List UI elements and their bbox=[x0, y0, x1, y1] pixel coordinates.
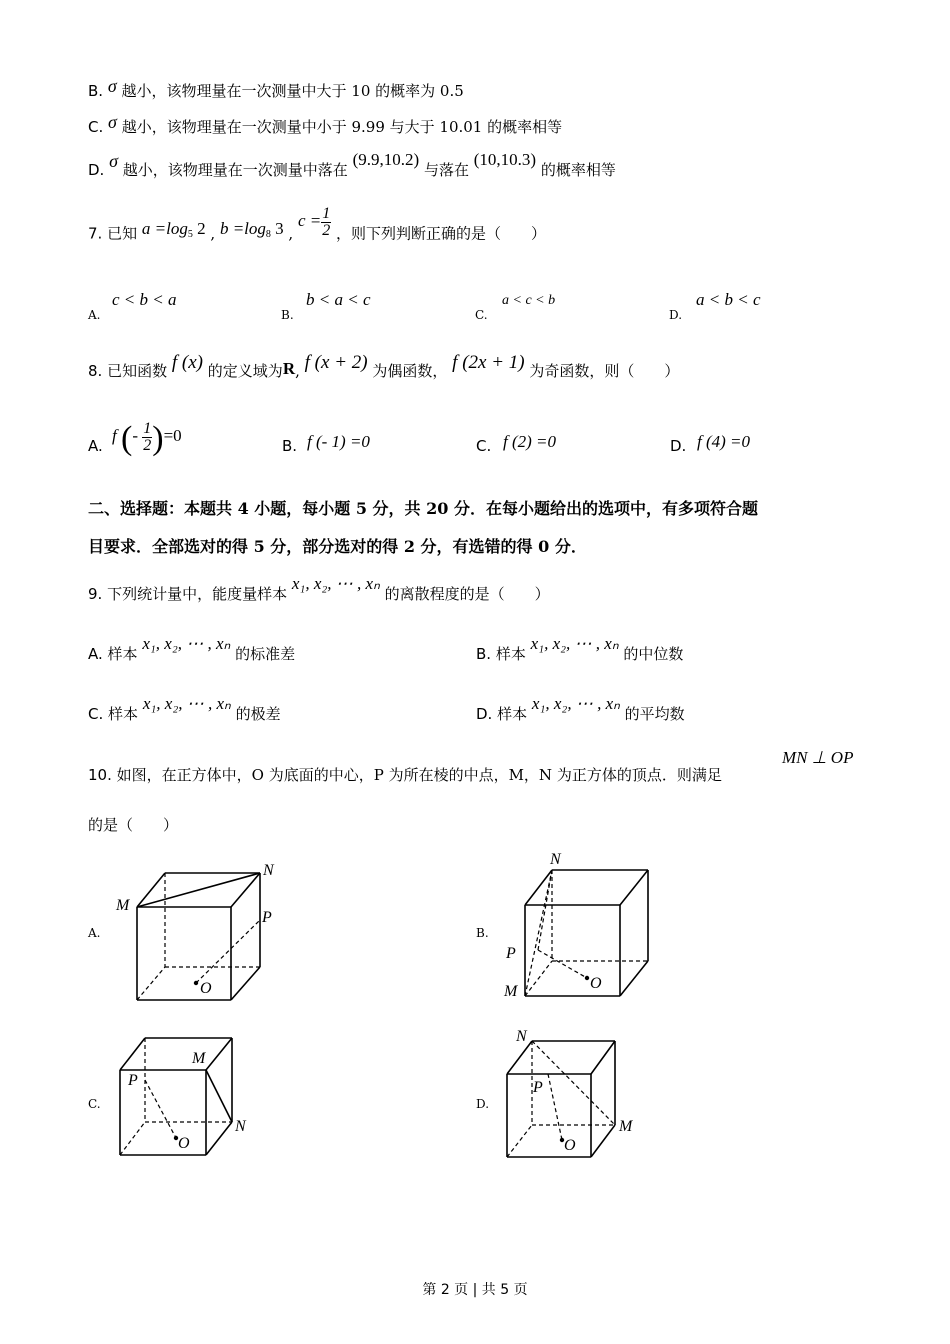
f-of-x: f (x) bbox=[171, 352, 204, 373]
option-post: 的标准差 bbox=[235, 645, 296, 663]
sigma-symbol: σ bbox=[107, 76, 117, 96]
q9-option-a bbox=[88, 634, 295, 664]
option-pre: 样本 bbox=[495, 645, 526, 663]
point-n-label: N bbox=[550, 851, 561, 868]
point-p-label: P bbox=[506, 945, 516, 962]
q8-mid1: 的定义域为 bbox=[207, 362, 283, 380]
q8-option-c-expr: f (2) =0 bbox=[503, 432, 557, 451]
point-p-label: P bbox=[128, 1072, 138, 1089]
b-expression bbox=[219, 219, 284, 241]
section-2-heading-line1: 二、选择题：本题共 4 小题，每小题 5 分，共 20 分．在每小题给出的选项中，有多项符合题 bbox=[88, 499, 758, 518]
real-numbers: R bbox=[282, 359, 296, 378]
figure-c-label: C. bbox=[88, 1097, 101, 1111]
q6-option-d bbox=[88, 150, 616, 180]
point-o-label: O bbox=[564, 1137, 576, 1154]
q10-text: 如图，在正方体中，O 为底面的中心，P 为所在棱的中点，M，N 为正方体的顶点．则满足 bbox=[116, 766, 722, 784]
option-label: B. bbox=[88, 82, 104, 100]
q8-mid2: 为偶函数， bbox=[372, 362, 448, 380]
q9-stem bbox=[88, 574, 550, 604]
q7-option-c-label: C. bbox=[475, 308, 488, 322]
option-label: D. bbox=[88, 161, 105, 179]
question-number: 9. bbox=[88, 585, 103, 603]
b-base: 8 bbox=[265, 229, 271, 241]
q8-post: 为奇函数，则（ ） bbox=[529, 362, 680, 380]
option-pre: 样本 bbox=[497, 705, 528, 723]
a-expression bbox=[141, 219, 206, 241]
cube-figure-d bbox=[498, 1025, 658, 1160]
cube-figure-c bbox=[110, 1030, 270, 1160]
q8-option-d-label: D. bbox=[670, 437, 687, 455]
q8-option-a-expr: f (- $\frac{1}{2}$ )=0 bbox=[112, 419, 182, 457]
sigma-symbol: σ bbox=[109, 151, 118, 171]
page-footer: 第 2 页 | 共 5 页 bbox=[422, 1282, 528, 1298]
option-text: 越小，该物理量在一次测量中小于 9.99 与大于 10.01 的概率相等 bbox=[121, 118, 563, 136]
point-m-label: M bbox=[504, 983, 518, 1000]
figure-d-label: D. bbox=[476, 1097, 490, 1111]
point-p-label: P bbox=[533, 1079, 543, 1096]
point-n-label: N bbox=[235, 1118, 246, 1135]
q7-option-d-label: D. bbox=[669, 308, 683, 322]
q9-pre: 下列统计量中，能度量样本 bbox=[107, 585, 288, 603]
point-o-label: O bbox=[200, 980, 212, 997]
q9-option-c bbox=[88, 694, 281, 724]
c-num: 1 bbox=[322, 205, 331, 222]
equals-zero: =0 bbox=[163, 426, 182, 445]
point-o-label: O bbox=[590, 975, 602, 992]
interval-1: (9.9,10.2) bbox=[352, 150, 420, 169]
perpendicular-condition: MN ⊥ OP bbox=[782, 748, 854, 767]
q9-option-d bbox=[476, 694, 685, 724]
q8-option-b-expr: f (- 1) =0 bbox=[307, 432, 370, 451]
f-2x-plus-1: f (2x + 1) bbox=[452, 352, 525, 373]
q9-option-b bbox=[476, 634, 683, 664]
sample-list: x₁, x₂, ⋯ , xₙ bbox=[531, 694, 620, 713]
q6-option-b bbox=[88, 76, 464, 101]
option-text-mid: 与落在 bbox=[423, 161, 469, 179]
q8-option-a-label: A. bbox=[88, 437, 103, 455]
point-o-label: O bbox=[178, 1135, 190, 1152]
cube-figure-a bbox=[110, 855, 290, 1005]
q8-stem: 8. 已知函数 f (x) 的定义域为R, f (x + 2) 为偶函数， f (2x + 1) 为奇函数，则（ ） bbox=[88, 352, 680, 380]
question-number: 8. bbox=[88, 362, 103, 380]
q7-option-a-expr: c < b < a bbox=[112, 290, 177, 309]
q10-stem bbox=[88, 764, 722, 785]
option-post: 的中位数 bbox=[623, 645, 684, 663]
f-x-plus-2: f (x + 2) bbox=[304, 352, 368, 373]
f-symbol: f bbox=[112, 426, 117, 445]
cube-figure-b bbox=[500, 848, 680, 1003]
frac-den: 2 bbox=[143, 436, 152, 454]
point-n-label: N bbox=[516, 1028, 527, 1045]
point-m-label: M bbox=[192, 1050, 206, 1067]
option-label: A. bbox=[88, 645, 103, 663]
q7-stem: 7. 已知 $a =\log_5$ 2 , $b =\log_8$ 3 , c = $\frac{1}{2}$ ，则下列判断正确的是（ ） bbox=[88, 205, 547, 243]
q7-option-b-expr: b < a < c bbox=[306, 290, 371, 309]
section-2-heading-line2: 目要求．全部选对的得 5 分，部分选对的得 2 分，有选错的得 0 分． bbox=[88, 537, 587, 556]
point-m-label: M bbox=[116, 897, 130, 914]
q7-option-c-expr: a < c < b bbox=[502, 293, 556, 308]
question-number: 7. bbox=[88, 224, 103, 243]
frac-num: 1 bbox=[143, 419, 152, 437]
q8-pre: 已知函数 bbox=[107, 362, 168, 380]
q8-option-d-expr: f (4) =0 bbox=[697, 432, 751, 451]
option-post: 的平均数 bbox=[624, 705, 685, 723]
question-number: 10. bbox=[88, 766, 112, 784]
option-text-post: 的概率相等 bbox=[540, 161, 616, 179]
b-expr: b =log bbox=[219, 219, 266, 239]
option-text-pre: 越小，该物理量在一次测量中落在 bbox=[122, 161, 348, 179]
c-den: 2 bbox=[322, 222, 331, 239]
point-m-label: M bbox=[619, 1118, 633, 1135]
q10-stem-line2: 的是（ ） bbox=[88, 816, 179, 834]
sample-list: x₁, x₂, ⋯ , xₙ bbox=[142, 634, 231, 653]
point-n-label: N bbox=[263, 862, 274, 879]
half-fraction bbox=[142, 421, 152, 454]
option-post: 的极差 bbox=[235, 705, 281, 723]
figure-a-label: A. bbox=[88, 926, 101, 940]
a-base: 5 bbox=[187, 229, 193, 241]
q7-option-d-expr: a < b < c bbox=[696, 290, 761, 309]
figure-b-label: B. bbox=[476, 926, 489, 940]
q7-option-a-label: A. bbox=[88, 308, 101, 322]
option-text: 越小，该物理量在一次测量中大于 10 的概率为 0.5 bbox=[121, 82, 464, 100]
a-arg: 2 bbox=[197, 219, 206, 239]
option-label: C. bbox=[88, 118, 104, 136]
q9-post: 的离散程度的是（ ） bbox=[384, 585, 550, 603]
sample-list: x₁, x₂, ⋯ , xₙ bbox=[530, 634, 619, 653]
sample-list: x₁, x₂, ⋯ , xₙ bbox=[291, 574, 380, 593]
q7-post: ，则下列判断正确的是（ ） bbox=[336, 224, 547, 243]
c-fraction bbox=[321, 206, 331, 239]
sigma-symbol: σ bbox=[108, 112, 117, 132]
option-pre: 样本 bbox=[107, 645, 138, 663]
q7-pre: 已知 bbox=[107, 224, 138, 243]
c-expression bbox=[297, 205, 331, 239]
sample-list: x₁, x₂, ⋯ , xₙ bbox=[142, 694, 231, 713]
point-p-label: P bbox=[262, 909, 272, 926]
q8-option-b-label: B. bbox=[282, 437, 298, 455]
option-label: C. bbox=[88, 705, 104, 723]
c-expr: c = bbox=[297, 211, 322, 231]
a-expr: a =log bbox=[141, 219, 188, 239]
q6-option-c bbox=[88, 112, 562, 137]
option-pre: 样本 bbox=[108, 705, 139, 723]
b-arg: 3 bbox=[275, 219, 284, 239]
option-label: B. bbox=[476, 645, 492, 663]
neg-sign: - bbox=[132, 426, 138, 445]
interval-2: (10,10.3) bbox=[473, 150, 537, 169]
option-label: D. bbox=[476, 705, 493, 723]
q8-option-c-label: C. bbox=[476, 437, 492, 455]
q7-option-b-label: B. bbox=[281, 308, 294, 322]
